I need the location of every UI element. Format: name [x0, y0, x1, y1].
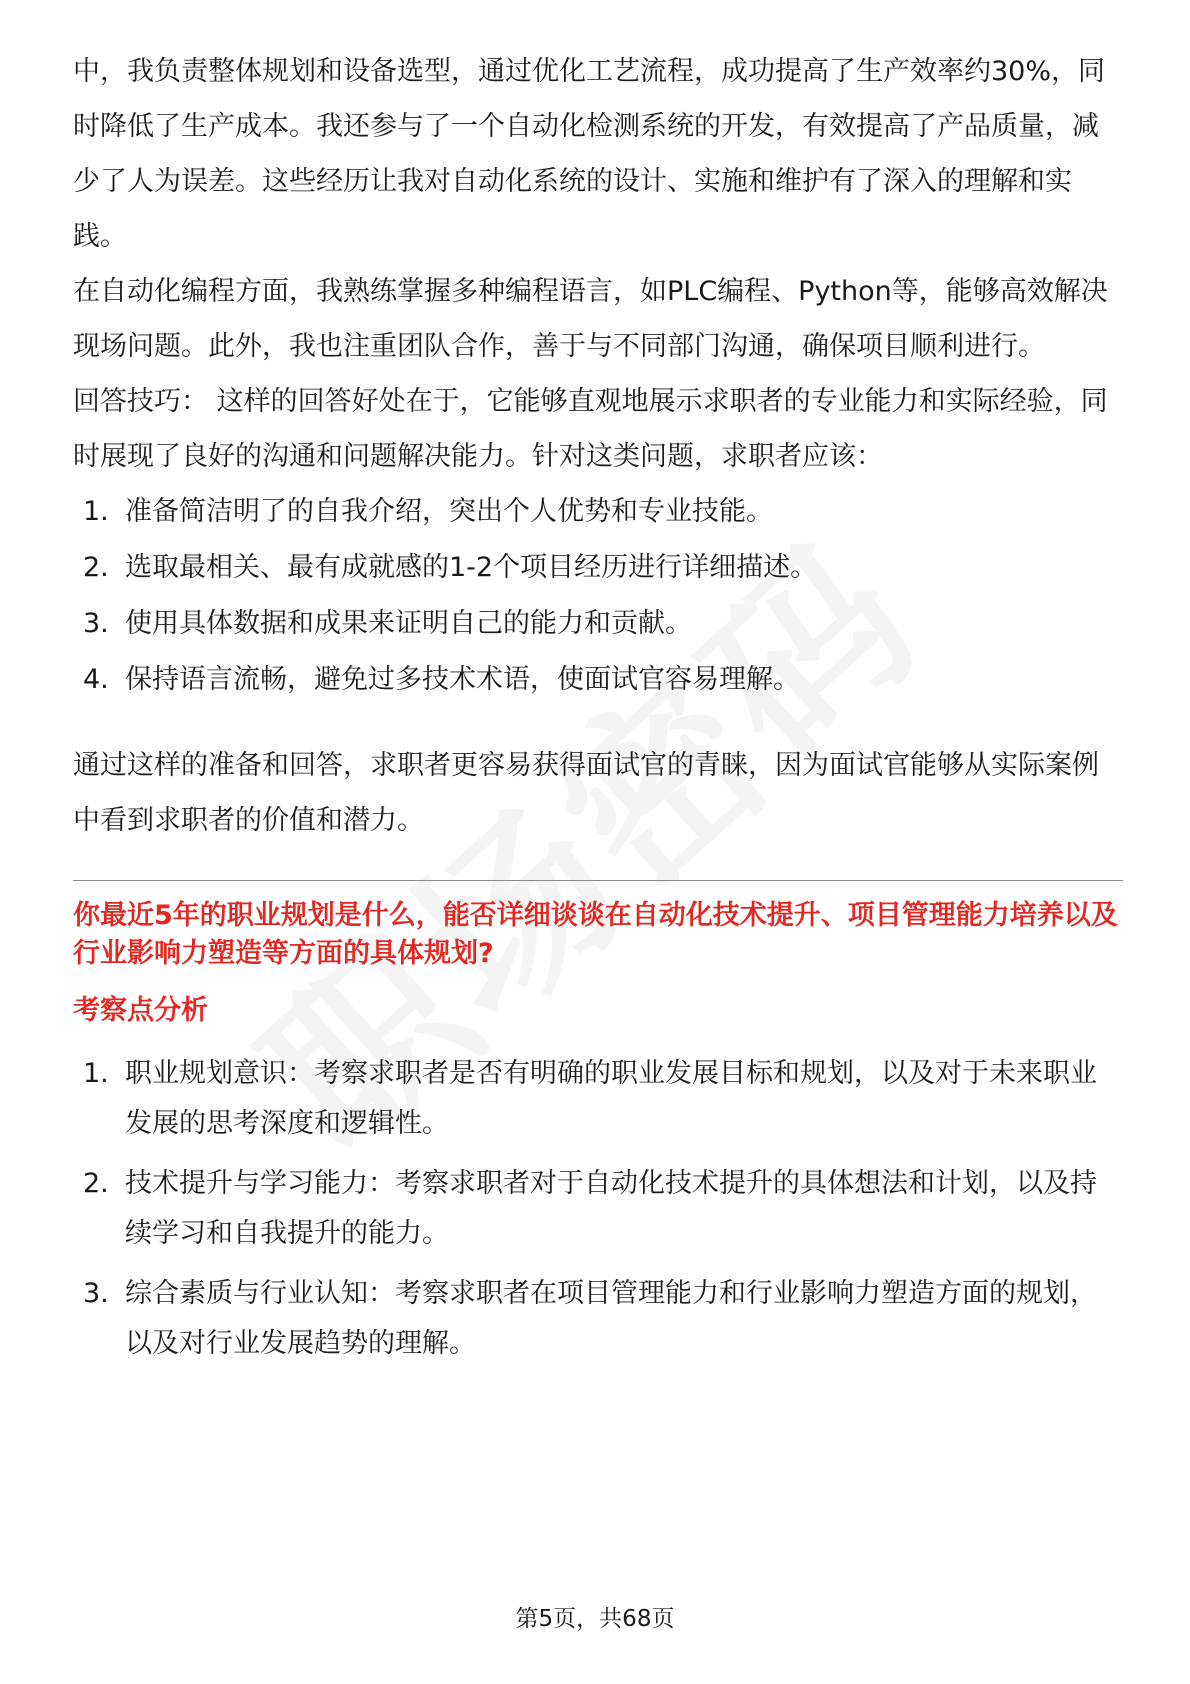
- list-item: [73, 1049, 1123, 1149]
- analysis-list: [73, 1049, 1123, 1369]
- list-item-text: 选取最相关、最有成就感的1-2个项目经历进行详细描述。: [125, 552, 818, 583]
- list-item-text: 技术提升与学习能力：考察求职者对于自动化技术提升的具体想法和计划，以及持续学习和自我提升的能力。: [125, 1168, 1097, 1249]
- analysis-heading: 考察点分析: [73, 995, 208, 1026]
- list-number: 3.: [83, 1278, 109, 1309]
- list-number: 2.: [83, 1168, 109, 1199]
- page-content: [73, 44, 1123, 1379]
- list-number: 4.: [83, 664, 109, 695]
- page-footer: 第5页，共68页: [515, 1606, 675, 1632]
- paragraph-conclusion: 通过这样的准备和回答，求职者更容易获得面试官的青睐，因为面试官能够从实际案例中看到求职者的价值和潜力。: [73, 750, 1099, 836]
- paragraph-experience: 中，我负责整体规划和设备选型，通过优化工艺流程，成功提高了生产效率约30%，同时降低了生产成本。我还参与了一个自动化检测系统的开发，有效提高了产品质量，减少了人为误差。这些经历让我对自动化系统的设计、实施和维护有了深入的理解和实践。: [73, 56, 1106, 252]
- section-divider: [73, 880, 1123, 881]
- list-item-text: 职业规划意识：考察求职者是否有明确的职业发展目标和规划，以及对于未来职业发展的思考深度和逻辑性。: [125, 1058, 1097, 1139]
- list-item-text: 综合素质与行业认知：考察求职者在项目管理能力和行业影响力塑造方面的规划，以及对行业发展趋势的理解。: [125, 1278, 1097, 1359]
- list-item-text: 保持语言流畅，避免过多技术术语，使面试官容易理解。: [125, 664, 800, 695]
- list-item: [73, 652, 1123, 708]
- tips-list: [73, 484, 1123, 708]
- list-item: [73, 540, 1123, 596]
- interview-question: 你最近5年的职业规划是什么，能否详细谈谈在自动化技术提升、项目管理能力培养以及行业影响力塑造等方面的具体规划?: [73, 900, 1118, 969]
- list-item: [73, 1269, 1123, 1369]
- list-number: 1.: [83, 496, 109, 527]
- list-item-text: 准备简洁明了的自我介绍，突出个人优势和专业技能。: [125, 496, 773, 527]
- list-number: 1.: [83, 1058, 109, 1089]
- list-number: 3.: [83, 608, 109, 639]
- list-item: [73, 596, 1123, 652]
- paragraph-answer-tips: 回答技巧： 这样的回答好处在于，它能够直观地展示求职者的专业能力和实际经验，同时展现了良好的沟通和问题解决能力。针对这类问题，求职者应该：: [73, 386, 1108, 472]
- list-item: [73, 484, 1123, 540]
- paragraph-programming: 在自动化编程方面，我熟练掌握多种编程语言，如PLC编程、Python等，能够高效解决现场问题。此外，我也注重团队合作，善于与不同部门沟通，确保项目顺利进行。: [73, 276, 1108, 362]
- list-number: 2.: [83, 552, 109, 583]
- list-item: [73, 1159, 1123, 1259]
- list-item-text: 使用具体数据和成果来证明自己的能力和贡献。: [125, 608, 692, 639]
